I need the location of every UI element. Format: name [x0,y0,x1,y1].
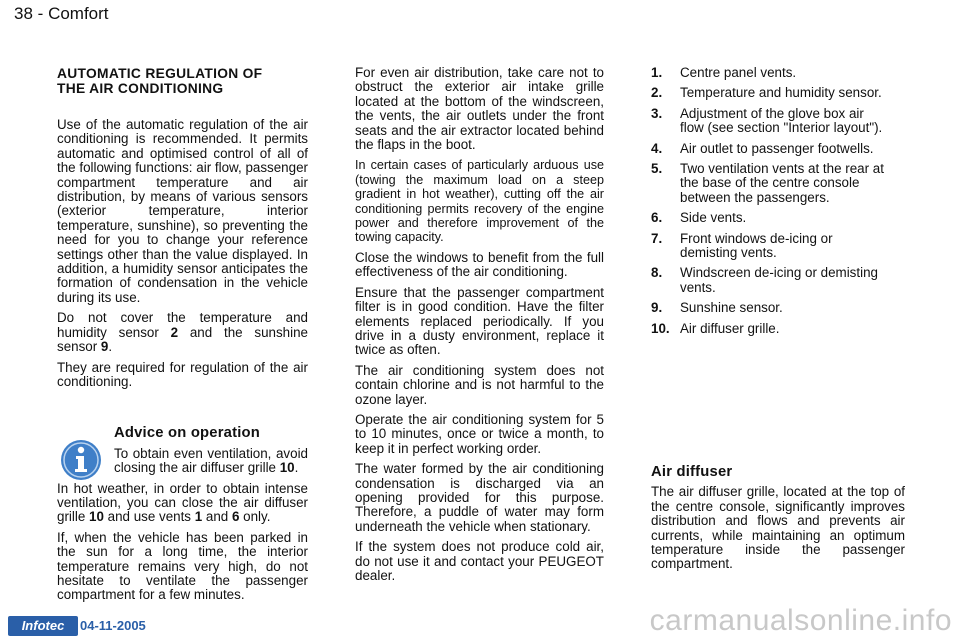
advice-paragraph [114,447,308,476]
text-run: and use vents [103,509,195,525]
list-item [651,211,905,225]
main-title-line1: AUTOMATIC REGULATION OF [57,66,263,81]
text-run: . [294,460,299,476]
sensor-paragraph [57,311,308,354]
watermark: carmanualsonline.info [649,604,952,637]
air-diffuser-title: Air diffuser [651,464,733,480]
page-header [14,4,109,24]
text-run: To obtain even ventilation, avoid closing the air diffuser grille [114,445,308,476]
footer-date: 04-11-2005 [80,618,146,633]
ref-number: 10 [279,460,295,476]
ref-number: 6 [231,509,240,525]
list-item [651,66,905,80]
list-item [651,266,905,295]
item-number: 2. [651,85,663,101]
list-item [651,322,905,336]
text-run: and the sunshine sensor [57,324,308,355]
item-number: 1. [651,65,663,80]
text-run: . [108,339,113,355]
infotec-logo: Infotec [8,616,78,636]
info-icon [59,438,103,482]
header-separator: - [37,4,44,23]
advice-title: Advice on operation [114,425,261,442]
advice-box [57,426,308,475]
text-run: In hot weather, in order to obtain intense ventilation, you can close the air diffuser grille [57,480,308,525]
ref-number: 10 [89,509,104,525]
paragraph: For even air distribution, take care not to obstruct the exterior air intake grille located at the bottom of the windscreen, the vents, the air outlets under the front seats and the air extractor located behind the flaps in the boot. [355,65,604,153]
paragraph: If the system does not produce cold air, do not use it and contact your PEUGEOT dealer. [355,539,604,583]
list-item [651,232,905,261]
ref-number: 9 [100,339,109,355]
main-title [57,66,308,96]
item-text: Temperature and humidity sensor. [680,85,882,101]
paragraph: Close the windows to benefit from the full effectiveness of the air conditioning. [355,249,604,280]
item-text: Side vents. [680,210,747,226]
item-number: 5. [651,161,663,177]
paragraph: Operate the air conditioning system for 5 to 10 minutes, once or twice a month, to keep it in perfect working order. [355,411,604,456]
list-item [651,107,905,136]
air-diffuser-text: The air diffuser grille, located at the top of the centre console, significantly improves distribution and flows and prevents air currents, while maintaining an optimum temperature inside the passenger compartment. [651,484,905,572]
paragraph: Ensure that the passenger compartment filter is in good condition. Have the filter elements replaced periodically. If you drive in a dusty environment, replace it twice as often. [355,284,604,358]
list-item [651,142,905,156]
item-text: Air outlet to passenger footwells. [680,140,874,156]
item-number: 3. [651,105,663,121]
parked-paragraph: If, when the vehicle has been parked in the sun for a long time, the interior temperature remains very high, do not hesitate to ventilate the passenger compartment for a few minutes. [57,529,308,603]
item-number: 9. [651,300,663,316]
paragraph: The water formed by the air conditioning condensation is discharged via an opening provided for this purpose. Therefore, a puddle of water may form underneath the vehicle when stationary. [355,461,604,534]
list-item [651,301,905,315]
item-text: Sunshine sensor. [680,300,783,316]
ref-number: 2 [170,324,179,340]
section-title: Comfort [48,4,109,23]
item-text: Two ventilation vents at the rear at the base of the centre console between the passengers. [680,161,884,205]
paragraph: The air conditioning system does not contain chlorine and is not harmful to the ozone layer. [355,362,604,407]
text-run: only. [239,509,271,525]
item-number: 8. [651,265,663,281]
column-right [651,66,905,342]
text-run: and [202,509,232,525]
item-number: 10. [651,320,670,336]
text-run: Do not cover the temperature and humidity sensor [57,310,308,340]
main-title-line2: THE AIR CONDITIONING [57,81,224,96]
item-number: 7. [651,230,663,246]
column-left [57,66,308,609]
item-number: 4. [651,140,663,156]
item-number: 6. [651,210,663,226]
column-middle [355,66,604,589]
paragraph: In certain cases of particularly arduous use (towing the maximum load on a steep gradient in hot weather), cutting off the air conditioning permits recovery of the engine power and therefore improvement of the towing capacity. [355,158,604,245]
hot-weather-paragraph [57,482,308,525]
item-text: Air diffuser grille. [680,320,780,336]
intro-paragraph: Use of the automatic regulation of the air conditioning is recommended. It permits automatic and optimised control of all of the following functions: air flow, passenger compartment temperature and air distribution, by means of various sensors (exterior temperature, interior temperature, sunshine), so preventing the need for you to change your reference settings other than the value displayed. In addition, a humidity sensor anticipates the formation of condensation in the vehicle during its use. [57,117,308,305]
item-text: Adjustment of the glove box air flow (see section "Interior layout"). [680,105,883,136]
item-text: Front windows de-icing or demisting vents. [680,230,833,261]
air-diffuser-section [651,465,905,572]
list-item [651,162,905,205]
list-item [651,86,905,100]
ref-number: 1 [194,509,203,525]
item-text: Windscreen de-icing or demisting vents. [680,265,878,295]
required-paragraph: They are required for regulation of the air conditioning. [57,359,308,389]
page-number: 38 [14,4,33,23]
item-text: Centre panel vents. [680,65,797,80]
